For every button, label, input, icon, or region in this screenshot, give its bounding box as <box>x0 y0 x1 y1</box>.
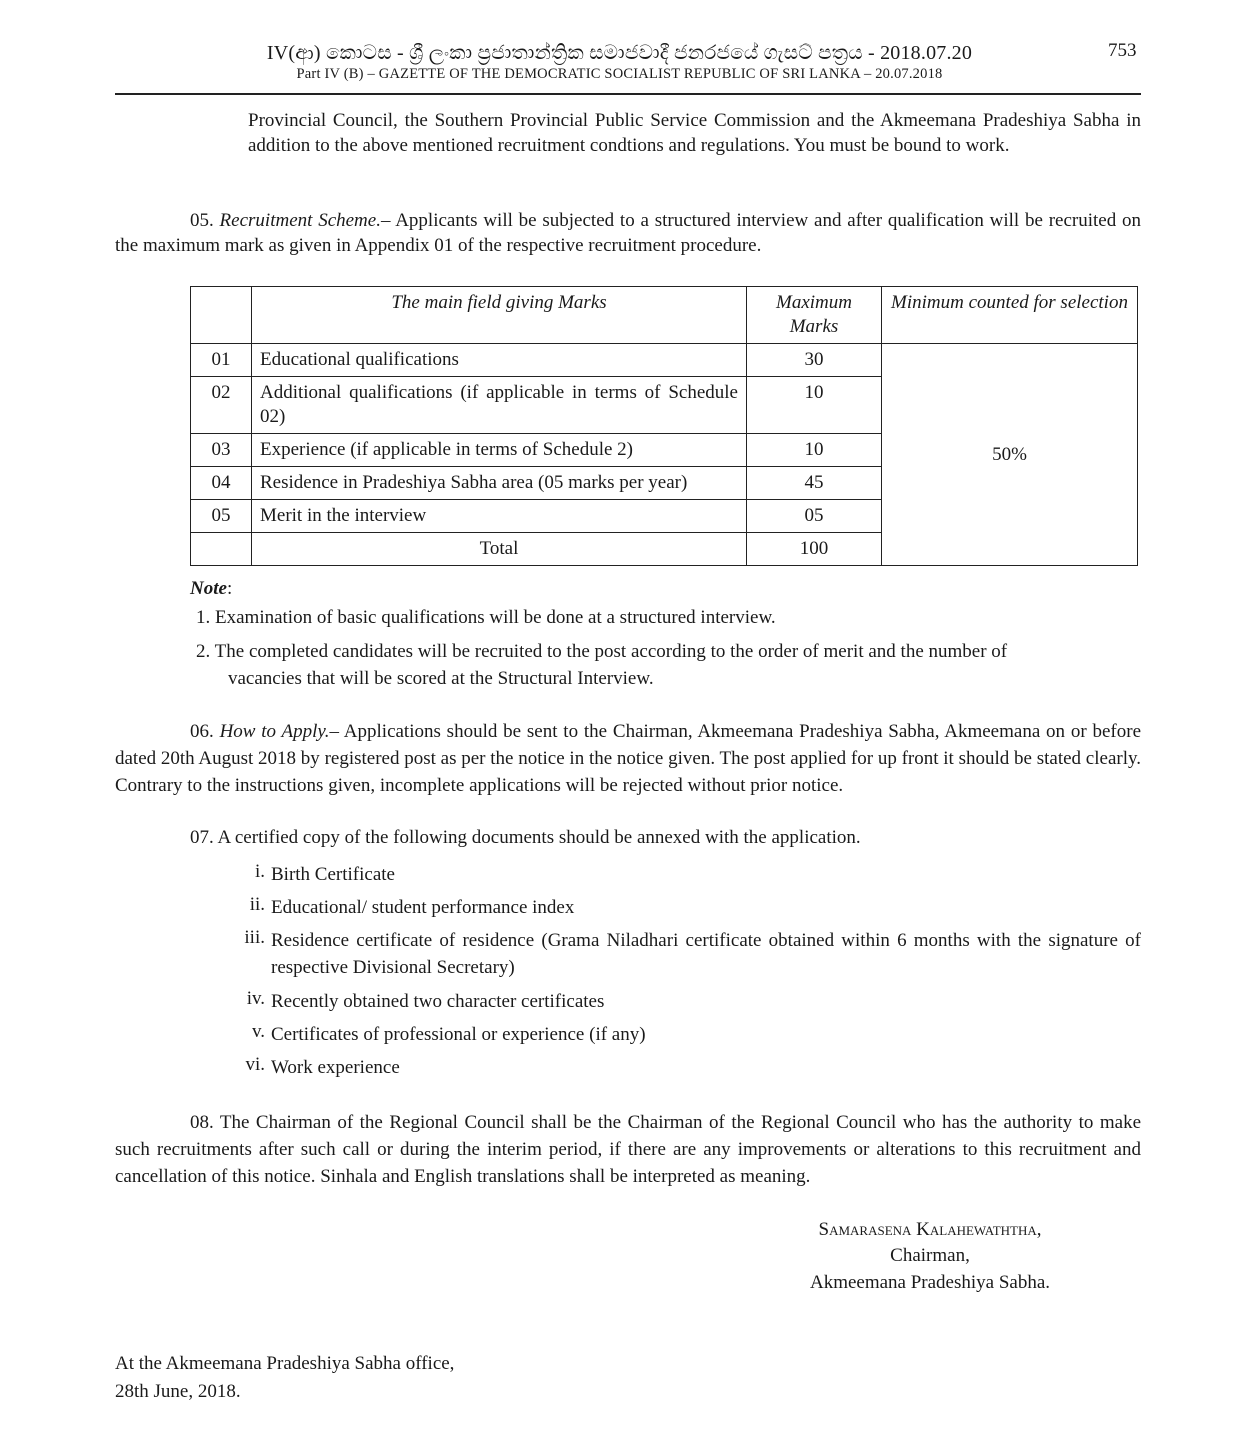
table-row <box>191 344 1138 377</box>
row-max-marks: 10 <box>747 434 882 467</box>
total-blank-cell <box>191 533 252 566</box>
list-item-text: Residence certificate of residence (Grama Niladhari certificate obtained within 6 months with the signature of respective Divisional Secretary) <box>271 930 1141 978</box>
note-item-1 <box>196 607 1141 629</box>
row-number: 04 <box>191 467 252 500</box>
row-field: Educational qualifications <box>252 344 747 377</box>
row-max-marks: 30 <box>747 344 882 377</box>
list-item-number: iv. <box>246 988 265 1009</box>
header-field: The main field giving Marks <box>252 287 747 344</box>
section-05-text: – Applicants will be subjected to a structured interview and after qualification will be recruited on the maximum mark as given in Appendix 01 of the respective recruitment procedure. <box>115 210 1141 256</box>
header-maximum-marks: Maximum Marks <box>747 287 882 344</box>
row-field: Merit in the interview <box>252 500 747 533</box>
row-max-marks: 05 <box>747 500 882 533</box>
section-06-text: – Applications should be sent to the Chairman, Akmeemana Pradeshiya Sabha, Akmeemana on or before dated 20th August 2018 by registered post as per the notice in the notice given. The post applied for up front it should be stated clearly. Contrary to the instructions given, incomplete applications will be rejected without prior notice. <box>115 721 1142 796</box>
total-value: 100 <box>747 533 882 566</box>
section-07-intro: 07. A certified copy of the following documents should be annexed with the application. <box>190 827 861 848</box>
note-item-text: The completed candidates will be recruited to the post according to the order of merit and the number of <box>214 641 1008 662</box>
footer-place: At the Akmeemana Pradeshiya Sabha office, <box>115 1353 455 1374</box>
list-item-text: Work experience <box>271 1057 400 1078</box>
minimum-percentage: 50% <box>882 344 1138 566</box>
note-item-number: 2. <box>196 641 211 662</box>
note-item-text-continued: vacancies that will be scored at the Structural Interview. <box>228 668 654 689</box>
note-item-number: 1. <box>196 607 211 628</box>
row-number: 01 <box>191 344 252 377</box>
signatory-office: Akmeemana Pradeshiya Sabha. <box>809 1272 1051 1293</box>
row-number: 05 <box>191 500 252 533</box>
row-field: Additional qualifications (if applicable in terms of Schedule 02) <box>252 377 747 434</box>
row-field: Residence in Pradeshiya Sabha area (05 marks per year) <box>252 467 747 500</box>
list-item-text: Recently obtained two character certificates <box>271 991 605 1012</box>
intro-paragraph: Provincial Council, the Southern Provincial Public Service Commission and the Akmeemana Pradeshiya Sabha in addition to the above mentioned recruitment condtions and regulations. You must be bound to work. <box>248 110 1141 156</box>
row-max-marks: 45 <box>747 467 882 500</box>
list-item-text: Certificates of professional or experience (if any) <box>271 1024 646 1045</box>
total-label: Total <box>252 533 747 566</box>
row-field: Experience (if applicable in terms of Schedule 2) <box>252 434 747 467</box>
section-05-heading: Recruitment Scheme. <box>219 210 381 231</box>
section-05-number: 05. <box>190 210 214 231</box>
header-minimum-counted: Minimum counted for selection <box>882 287 1138 344</box>
list-item-text: Educational/ student performance index <box>271 897 575 918</box>
section-08-paragraph: 08. The Chairman of the Regional Council shall be the Chairman of the Regional Council who has the authority to make such recruitments after such call or during the interim period, if there are any improvements or alterations to this recruitment and cancellation of this notice. Sinhala and English translations shall be interpreted as meaning. <box>115 1112 1141 1187</box>
section-06-how-to-apply <box>115 718 1141 799</box>
list-item-number: iii. <box>244 927 265 948</box>
header-rule <box>115 93 1141 95</box>
row-number: 02 <box>191 377 252 434</box>
list-item-number: ii. <box>249 894 265 915</box>
section-06-heading: How to Apply. <box>219 721 330 742</box>
marks-table <box>190 286 1138 566</box>
list-item-number: vi. <box>245 1054 265 1075</box>
page-number: 753 <box>1108 40 1137 61</box>
note-heading-label: Note <box>190 578 227 599</box>
list-item-number: v. <box>251 1021 265 1042</box>
signatory-name: Samarasena Kalahewaththa, <box>818 1219 1042 1240</box>
gazette-header-english: Part IV (B) – GAZETTE OF THE DEMOCRATIC SOCIALIST REPUBLIC OF SRI LANKA – 20.07.2018 <box>296 66 943 82</box>
header-number-cell <box>191 287 252 344</box>
gazette-header-sinhala: IV(ආ) කොටස - ශ්‍රී ලංකා ප්‍රජාතාන්ත්‍රික සමාජවාදී ජනරජයේ ගැසට් පත්‍රය - 2018.07.20 <box>266 42 973 64</box>
note-item-2 <box>196 638 1141 692</box>
note-heading: Note: <box>190 578 233 599</box>
marks-table-header <box>191 287 1138 344</box>
list-item-number: i. <box>254 861 265 882</box>
row-number: 03 <box>191 434 252 467</box>
signatory-title: Chairman, <box>890 1245 970 1266</box>
section-05-recruitment-scheme <box>115 208 1141 258</box>
footer-date: 28th June, 2018. <box>115 1381 241 1402</box>
note-item-text: Examination of basic qualifications will be done at a structured interview. <box>215 607 776 628</box>
row-max-marks: 10 <box>747 377 882 434</box>
list-item-text: Birth Certificate <box>271 864 395 885</box>
section-06-number: 06. <box>190 721 214 742</box>
